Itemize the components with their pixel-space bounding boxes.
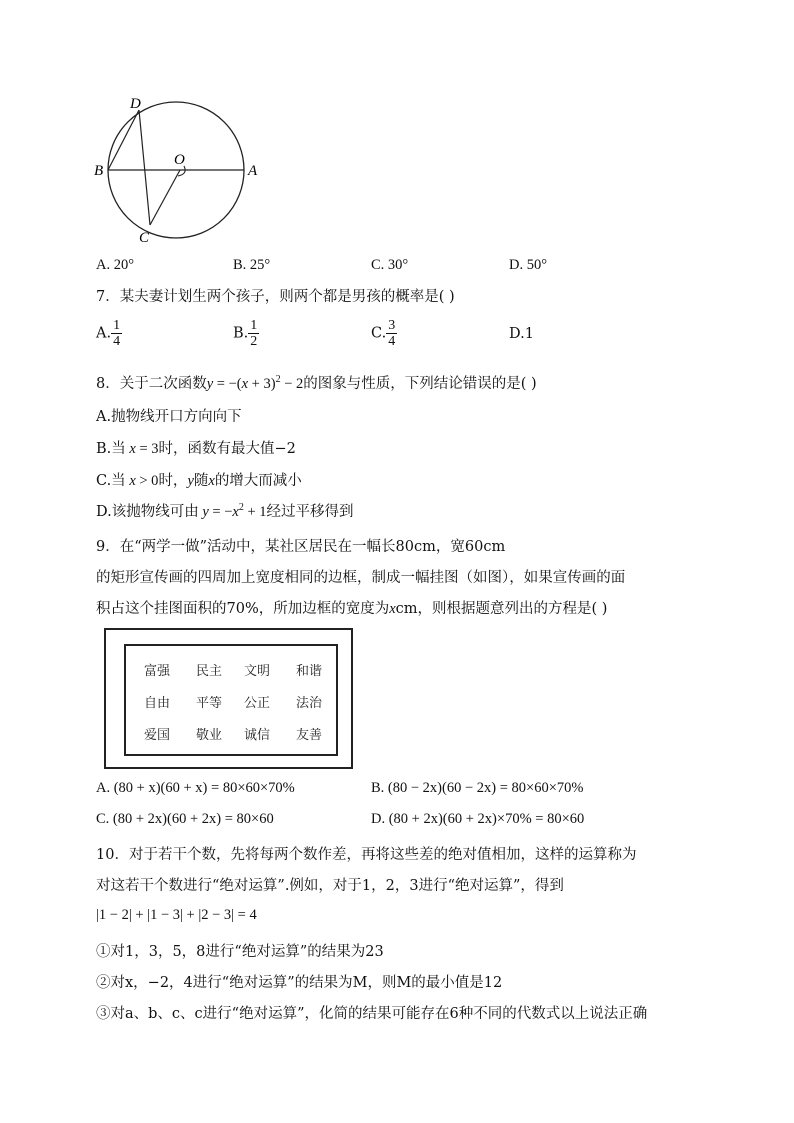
poster-word: 诚信 <box>244 728 271 743</box>
q8-option-b: B.当 x = 3时，函数有最大值−2 <box>96 441 296 457</box>
q9-option-c: C. (80 + 2x)(60 + 2x) = 80×60 <box>96 811 274 827</box>
q7-option-a: A. $\frac{1}{4}$ <box>96 318 121 349</box>
q7-option-b: B. $\frac{1}{2}$ <box>233 318 258 349</box>
label-b: B <box>94 163 104 179</box>
label-o: O <box>174 152 185 168</box>
poster-word: 和谐 <box>296 664 323 679</box>
chord-bd <box>108 110 139 170</box>
q9-line2: 的矩形宣传画的四周加上宽度相同的边框，制成一幅挂图（如图），如果宣传画的面 <box>96 570 626 586</box>
label-a: A <box>248 163 258 179</box>
q7-option-c: C. $\frac{3}{4}$ <box>371 318 396 349</box>
q8-option-a: A.抛物线开口方向向下 <box>96 409 242 425</box>
chord-dc <box>139 110 150 225</box>
poster-inner-frame <box>124 644 338 756</box>
q8-option-c: C.当 x > 0时，y随x的增大而减小 <box>96 473 302 489</box>
poster-word: 爱国 <box>144 728 171 743</box>
q7-option-d: D.1 <box>509 326 534 342</box>
q9-line3: 积占这个挂图面积的70%，所加边框的宽度为xcm，则根据题意列出的方程是( ) <box>96 601 608 617</box>
q10-statement-1: ①对1，3，5，8进行“绝对运算”的结果为23 <box>96 944 384 960</box>
q9-option-a: A. (80 + x)(60 + x) = 80×60×70% <box>96 780 295 796</box>
q6-option-b: B. 25° <box>233 257 271 273</box>
q9-line1: 9．在“两学一做”活动中，某社区居民在一幅长80cm，宽60cm <box>96 539 506 555</box>
q6-option-d: D. 50° <box>509 257 548 273</box>
poster-word: 民主 <box>196 664 223 679</box>
q8-option-d: D.该抛物线可由 $y = -x^2 + 1$经过平移得到 <box>96 502 354 520</box>
label-d: D <box>130 96 141 112</box>
q10-line1: 10．对于若干个数，先将每两个数作差，再将这些差的绝对值相加，这样的运算称为 <box>96 847 637 863</box>
q10-line3: |1 − 2| + |1 − 3| + |2 − 3| = 4 <box>96 907 257 923</box>
q8-stem: 8．关于二次函数$y = -(x + 3)^2 - 2$的图象与性质，下列结论错误的是( ) <box>96 374 537 392</box>
q6-option-c: C. 30° <box>371 257 409 273</box>
radius-oc <box>150 170 180 225</box>
q10-statement-3: ③对a、b、c、c进行“绝对运算”，化简的结果可能存在6种不同的代数式以上说法正确 <box>96 1006 648 1022</box>
poster-word: 平等 <box>196 696 223 711</box>
poster-word: 自由 <box>144 696 171 711</box>
q10-line2: 对这若干个数进行“绝对运算”.例如，对于1，2，3进行“绝对运算”，得到 <box>96 878 564 894</box>
label-c: C <box>139 230 150 246</box>
q6-option-a: A. 20° <box>96 257 135 273</box>
q7-stem: 7．某夫妻计划生两个孩子，则两个都是男孩的概率是( ) <box>96 289 455 305</box>
poster-word: 公正 <box>244 696 271 711</box>
poster-word: 法治 <box>296 696 323 711</box>
circle-figure <box>92 92 267 252</box>
q10-statement-2: ②对x，−2，4进行“绝对运算”的结果为M，则M的最小值是12 <box>96 975 503 991</box>
q9-option-b: B. (80 − 2x)(60 − 2x) = 80×60×70% <box>371 780 584 796</box>
poster-figure <box>104 628 353 769</box>
poster-word: 文明 <box>244 664 271 679</box>
poster-word: 敬业 <box>196 728 223 743</box>
poster-word: 友善 <box>296 728 323 743</box>
q9-option-d: D. (80 + 2x)(60 + 2x)×70% = 80×60 <box>371 811 585 827</box>
poster-word: 富强 <box>144 664 171 679</box>
